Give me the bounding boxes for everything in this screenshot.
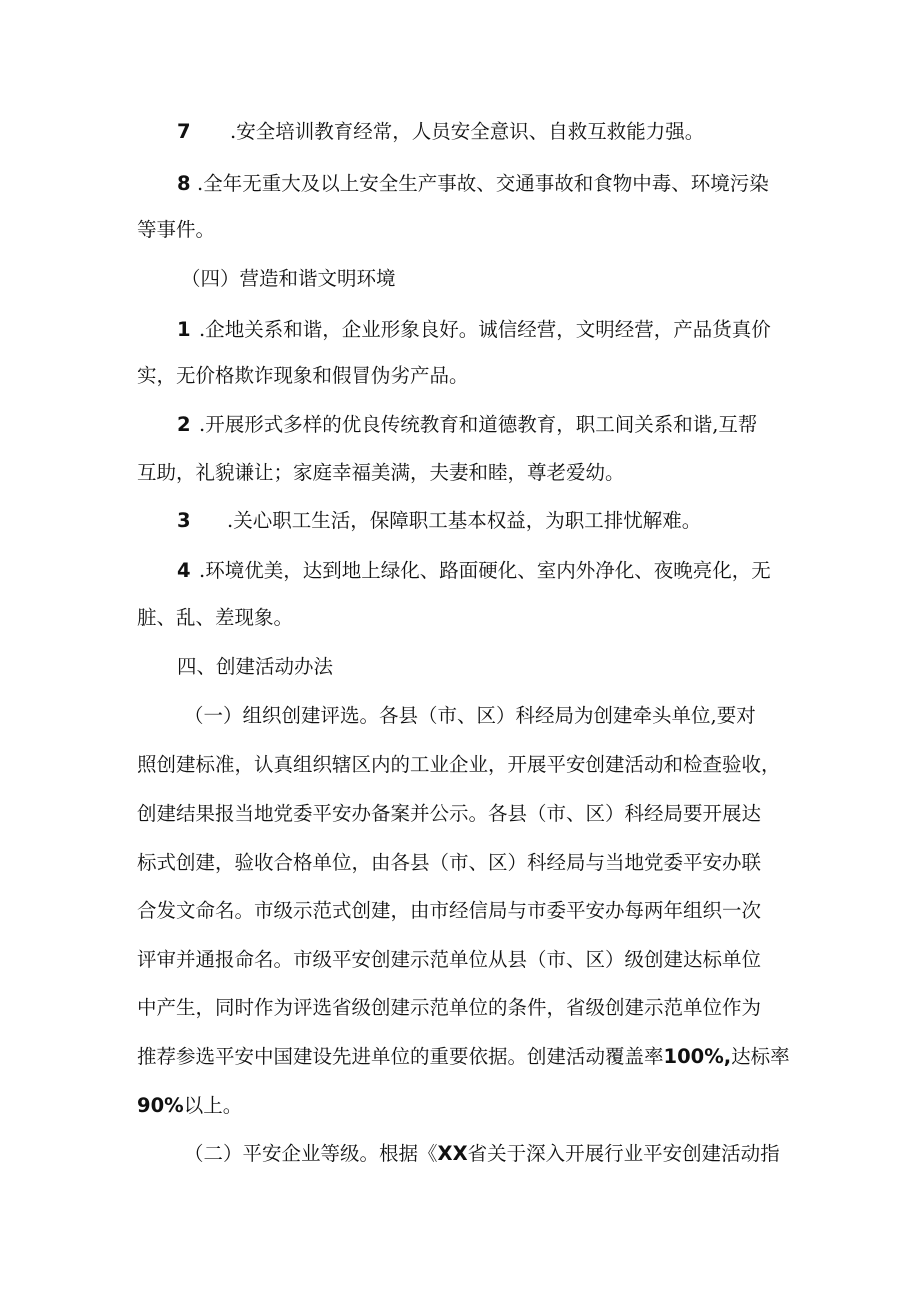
paragraph-line: （一）组织创建评选。各县（市、区）科经局为创建牵头单位,要对	[184, 704, 756, 727]
item-number: 8	[177, 172, 191, 195]
item-text: 全年无重大及以上安全生产事故、交通事故和食物中毒、环境污染	[203, 172, 769, 195]
subsection-heading: （四）营造和谐文明环境	[181, 267, 396, 290]
section-heading: 四、创建活动办法	[177, 655, 334, 678]
list-item: 4 .环境优美，达到地上绿化、路面硬化、室内外净化、夜晚亮化，无	[177, 559, 771, 582]
list-item: 2 .开展形式多样的优良传统教育和道德教育，职工间关系和谐,互帮	[177, 413, 758, 436]
item-text-continued: 脏、乱、差现象。	[137, 606, 294, 629]
item-text-continued: 实，无价格欺诈现象和假冒伪劣产品。	[137, 364, 469, 387]
compliance-rate: 90%	[137, 1094, 184, 1117]
paragraph-line: 推荐参选平安中国建设先进单位的重要依据。创建活动覆盖率100%,达标率	[137, 1045, 790, 1068]
paragraph-line: 中产生，同时作为评选省级创建示范单位的条件，省级创建示范单位作为	[137, 996, 762, 1019]
item-number: 4	[177, 559, 191, 582]
paragraph-line: 90%以上。	[137, 1094, 243, 1117]
item-text: 关心职工生活，保障职工基本权益，为职工排忧解难。	[233, 509, 702, 532]
item-text: 安全培训教育经常，人员安全意识、自救互救能力强。	[236, 120, 705, 143]
item-text: 企地关系和谐，企业形象良好。诚信经营，文明经营，产品货真价	[205, 318, 771, 341]
paragraph-lead: （二）平安企业等级。	[184, 1142, 380, 1165]
item-text-continued: 互助，礼貌谦让；家庭幸福美满，夫妻和睦，尊老爱幼。	[137, 461, 625, 484]
list-item: 3 .关心职工生活，保障职工基本权益，为职工排忧解难。	[177, 509, 702, 532]
paragraph-line: 标式创建，验收合格单位，由各县（市、区）科经局与当地党委平安办联	[137, 851, 762, 874]
coverage-rate: 100%,	[663, 1045, 732, 1068]
paragraph-line: 合发文命名。市级示范式创建，由市经信局与市委平安办每两年组织一次	[137, 899, 762, 922]
item-text: 环境优美，达到地上绿化、路面硬化、室内外净化、夜晚亮化，无	[205, 559, 771, 582]
paragraph-line: 评审并通报命名。市级平安创建示范单位从县（市、区）级创建达标单位	[137, 948, 762, 971]
item-number: 1	[177, 318, 191, 341]
paragraph-lead: （一）组织创建评选。	[184, 704, 380, 727]
paragraph-line: （二）平安企业等级。根据《XX省关于深入开展行业平安创建活动指	[184, 1142, 780, 1165]
list-item: 8 .全年无重大及以上安全生产事故、交通事故和食物中毒、环境污染	[177, 172, 769, 195]
list-item: 1 .企地关系和谐，企业形象良好。诚信经营，文明经营，产品货真价	[177, 318, 771, 341]
item-number: 2	[177, 413, 191, 436]
paragraph-line: 照创建标准，认真组织辖区内的工业企业，开展平安创建活动和检查验收，	[137, 753, 781, 776]
paragraph-line: 创建结果报当地党委平安办备案并公示。各县（市、区）科经局要开展达	[137, 802, 762, 825]
item-number: 7	[177, 120, 191, 143]
list-item: 7 .安全培训教育经常，人员安全意识、自救互救能力强。	[177, 120, 705, 143]
item-text-continued: 等事件。	[137, 218, 216, 241]
item-text: 开展形式多样的优良传统教育和道德教育，职工间关系和谐,互帮	[205, 413, 758, 436]
item-number: 3	[177, 509, 191, 532]
